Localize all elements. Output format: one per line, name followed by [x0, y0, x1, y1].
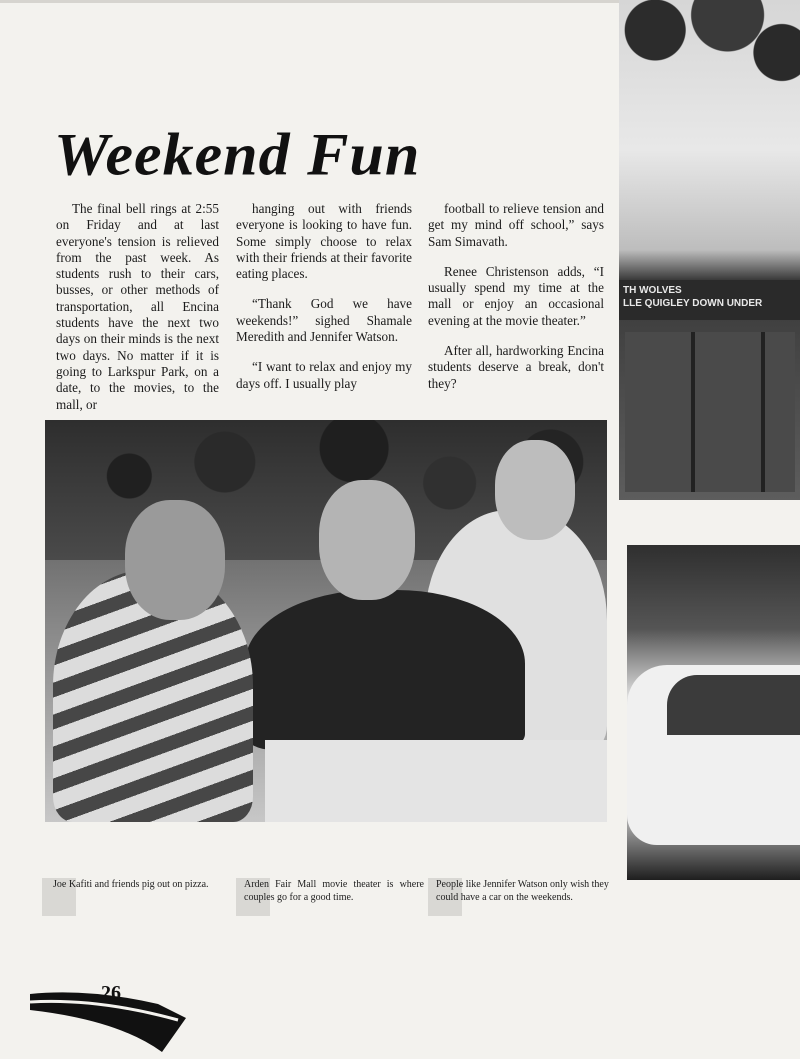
body-paragraph: football to relieve tension and get my mind off school,” says Sam Simavath. [428, 201, 604, 249]
caption-theater [244, 878, 424, 904]
marquee-line-1: TH WOLVES [623, 285, 682, 296]
body-paragraph: After all, hardworking Encina students deserve a break, don't they? [428, 343, 604, 391]
car-photo [627, 545, 800, 880]
caption-text: People like Jennifer Watson only wish they could have a car on the weekends. [436, 879, 609, 903]
body-column-3 [428, 201, 604, 406]
caption-car [436, 878, 616, 904]
photo-person-middle-head [319, 480, 415, 600]
body-paragraph: “I want to relax and enjoy my days off. I usually play [236, 359, 412, 391]
pizza-photo [45, 420, 607, 822]
body-paragraph: Renee Christenson adds, “I usually spend my time at the mall or enjoy an occasional evening at the movie theater.” [428, 263, 604, 328]
photo-tree [619, 0, 800, 150]
photo-table [265, 740, 607, 822]
body-column-1 [56, 201, 219, 427]
photo-person-middle [245, 590, 525, 750]
marquee-line-2: LLE QUIGLEY DOWN UNDER [623, 298, 763, 309]
body-paragraph: The final bell rings at 2:55 on Friday and at last everyone's tension is relieved from the past week. As students rush to their cars, busses, or other methods of transportation, all Encina students have the next two days on their minds is the next two days. No matter if it is going to Larkspur Park, on a date, to the movies, to the mall, or [56, 201, 219, 412]
caption-pizza [53, 878, 233, 891]
page-title: Weekend Fun [54, 121, 421, 189]
body-paragraph: “Thank God we have weekends!” sighed Shamale Meredith and Jennifer Watson. [236, 296, 412, 345]
photo-car-window [667, 675, 800, 735]
photo-person-left-head [125, 500, 225, 620]
body-column-2 [236, 201, 412, 406]
page-number: 26 [101, 982, 121, 1004]
caption-text: Arden Fair Mall movie theater is where couples go for a good time. [244, 879, 424, 903]
theater-doors [625, 332, 795, 492]
photo-person-right-head [495, 440, 575, 540]
caption-text: Joe Kafiti and friends pig out on pizza. [53, 879, 209, 890]
theater-marquee [619, 280, 800, 320]
body-paragraph: hanging out with friends everyone is looking to have fun. Some simply choose to relax with their friends at their favorite eating places. [236, 201, 412, 282]
theater-photo [619, 0, 800, 500]
